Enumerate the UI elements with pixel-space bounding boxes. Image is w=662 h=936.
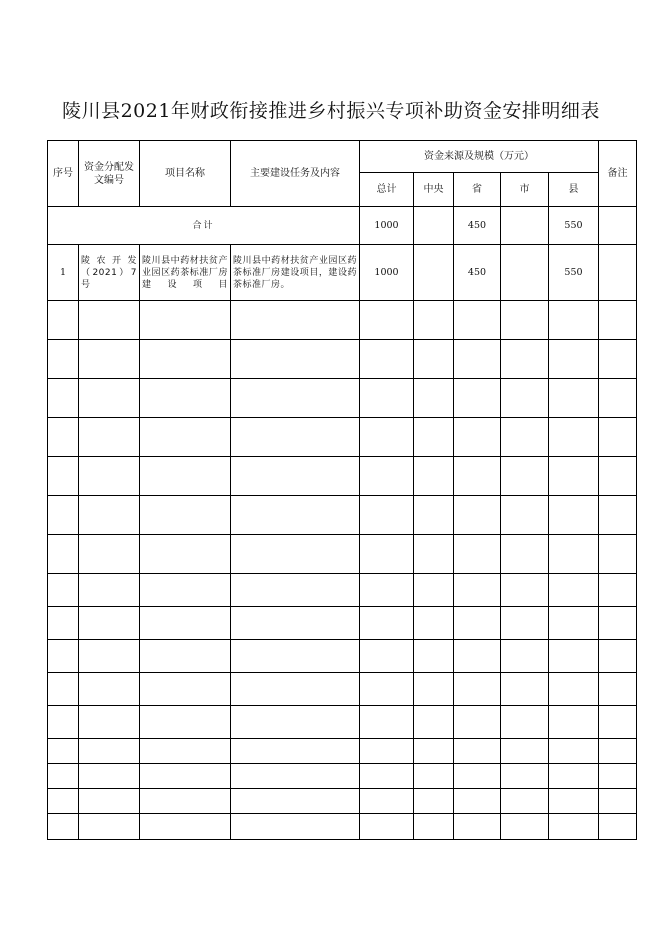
row-county: 550 — [549, 245, 599, 301]
row-remark — [599, 245, 637, 301]
row-province: 450 — [454, 245, 501, 301]
row-project-name: 陵川县中药材扶贫产业园区药茶标准厂房建设项目 — [140, 245, 231, 301]
empty-row — [48, 301, 637, 340]
table-row — [48, 245, 637, 301]
page-title: 陵川县2021年财政衔接推进乡村振兴专项补助资金安排明细表 — [62, 100, 600, 122]
empty-row — [48, 814, 637, 840]
empty-row — [48, 789, 637, 814]
header-content: 主要建设任务及内容 — [231, 141, 360, 207]
total-province: 450 — [454, 207, 501, 245]
total-sum: 1000 — [360, 207, 414, 245]
header-remark: 备注 — [599, 141, 637, 207]
row-total: 1000 — [360, 245, 414, 301]
row-doc-no: 陵农开发（2021）7号 — [79, 245, 140, 301]
header-project-name: 项目名称 — [140, 141, 231, 207]
header-central: 中央 — [414, 173, 454, 207]
empty-row — [48, 457, 637, 496]
header-seq: 序号 — [48, 141, 79, 207]
fund-table — [47, 140, 637, 840]
total-label: 合计 — [48, 207, 360, 245]
empty-row — [48, 739, 637, 764]
total-remark — [599, 207, 637, 245]
empty-row — [48, 535, 637, 574]
header-county: 县 — [549, 173, 599, 207]
empty-row — [48, 640, 637, 673]
row-seq: 1 — [48, 245, 79, 301]
header-doc-no: 资金分配发文编号 — [79, 141, 140, 207]
empty-row — [48, 574, 637, 607]
empty-row — [48, 607, 637, 640]
total-city — [501, 207, 549, 245]
empty-row — [48, 496, 637, 535]
header-fund-group: 资金来源及规模（万元） — [360, 141, 599, 173]
empty-row — [48, 379, 637, 418]
empty-row — [48, 418, 637, 457]
row-content: 陵川县中药材扶贫产业园区药茶标准厂房建设项目，建设药茶标准厂房。 — [231, 245, 360, 301]
total-central — [414, 207, 454, 245]
empty-row — [48, 340, 637, 379]
total-county: 550 — [549, 207, 599, 245]
row-central — [414, 245, 454, 301]
header-total: 总计 — [360, 173, 414, 207]
row-city — [501, 245, 549, 301]
empty-row — [48, 764, 637, 789]
empty-row — [48, 706, 637, 739]
header-province: 省 — [454, 173, 501, 207]
empty-row — [48, 673, 637, 706]
header-city: 市 — [501, 173, 549, 207]
total-row — [48, 207, 637, 245]
